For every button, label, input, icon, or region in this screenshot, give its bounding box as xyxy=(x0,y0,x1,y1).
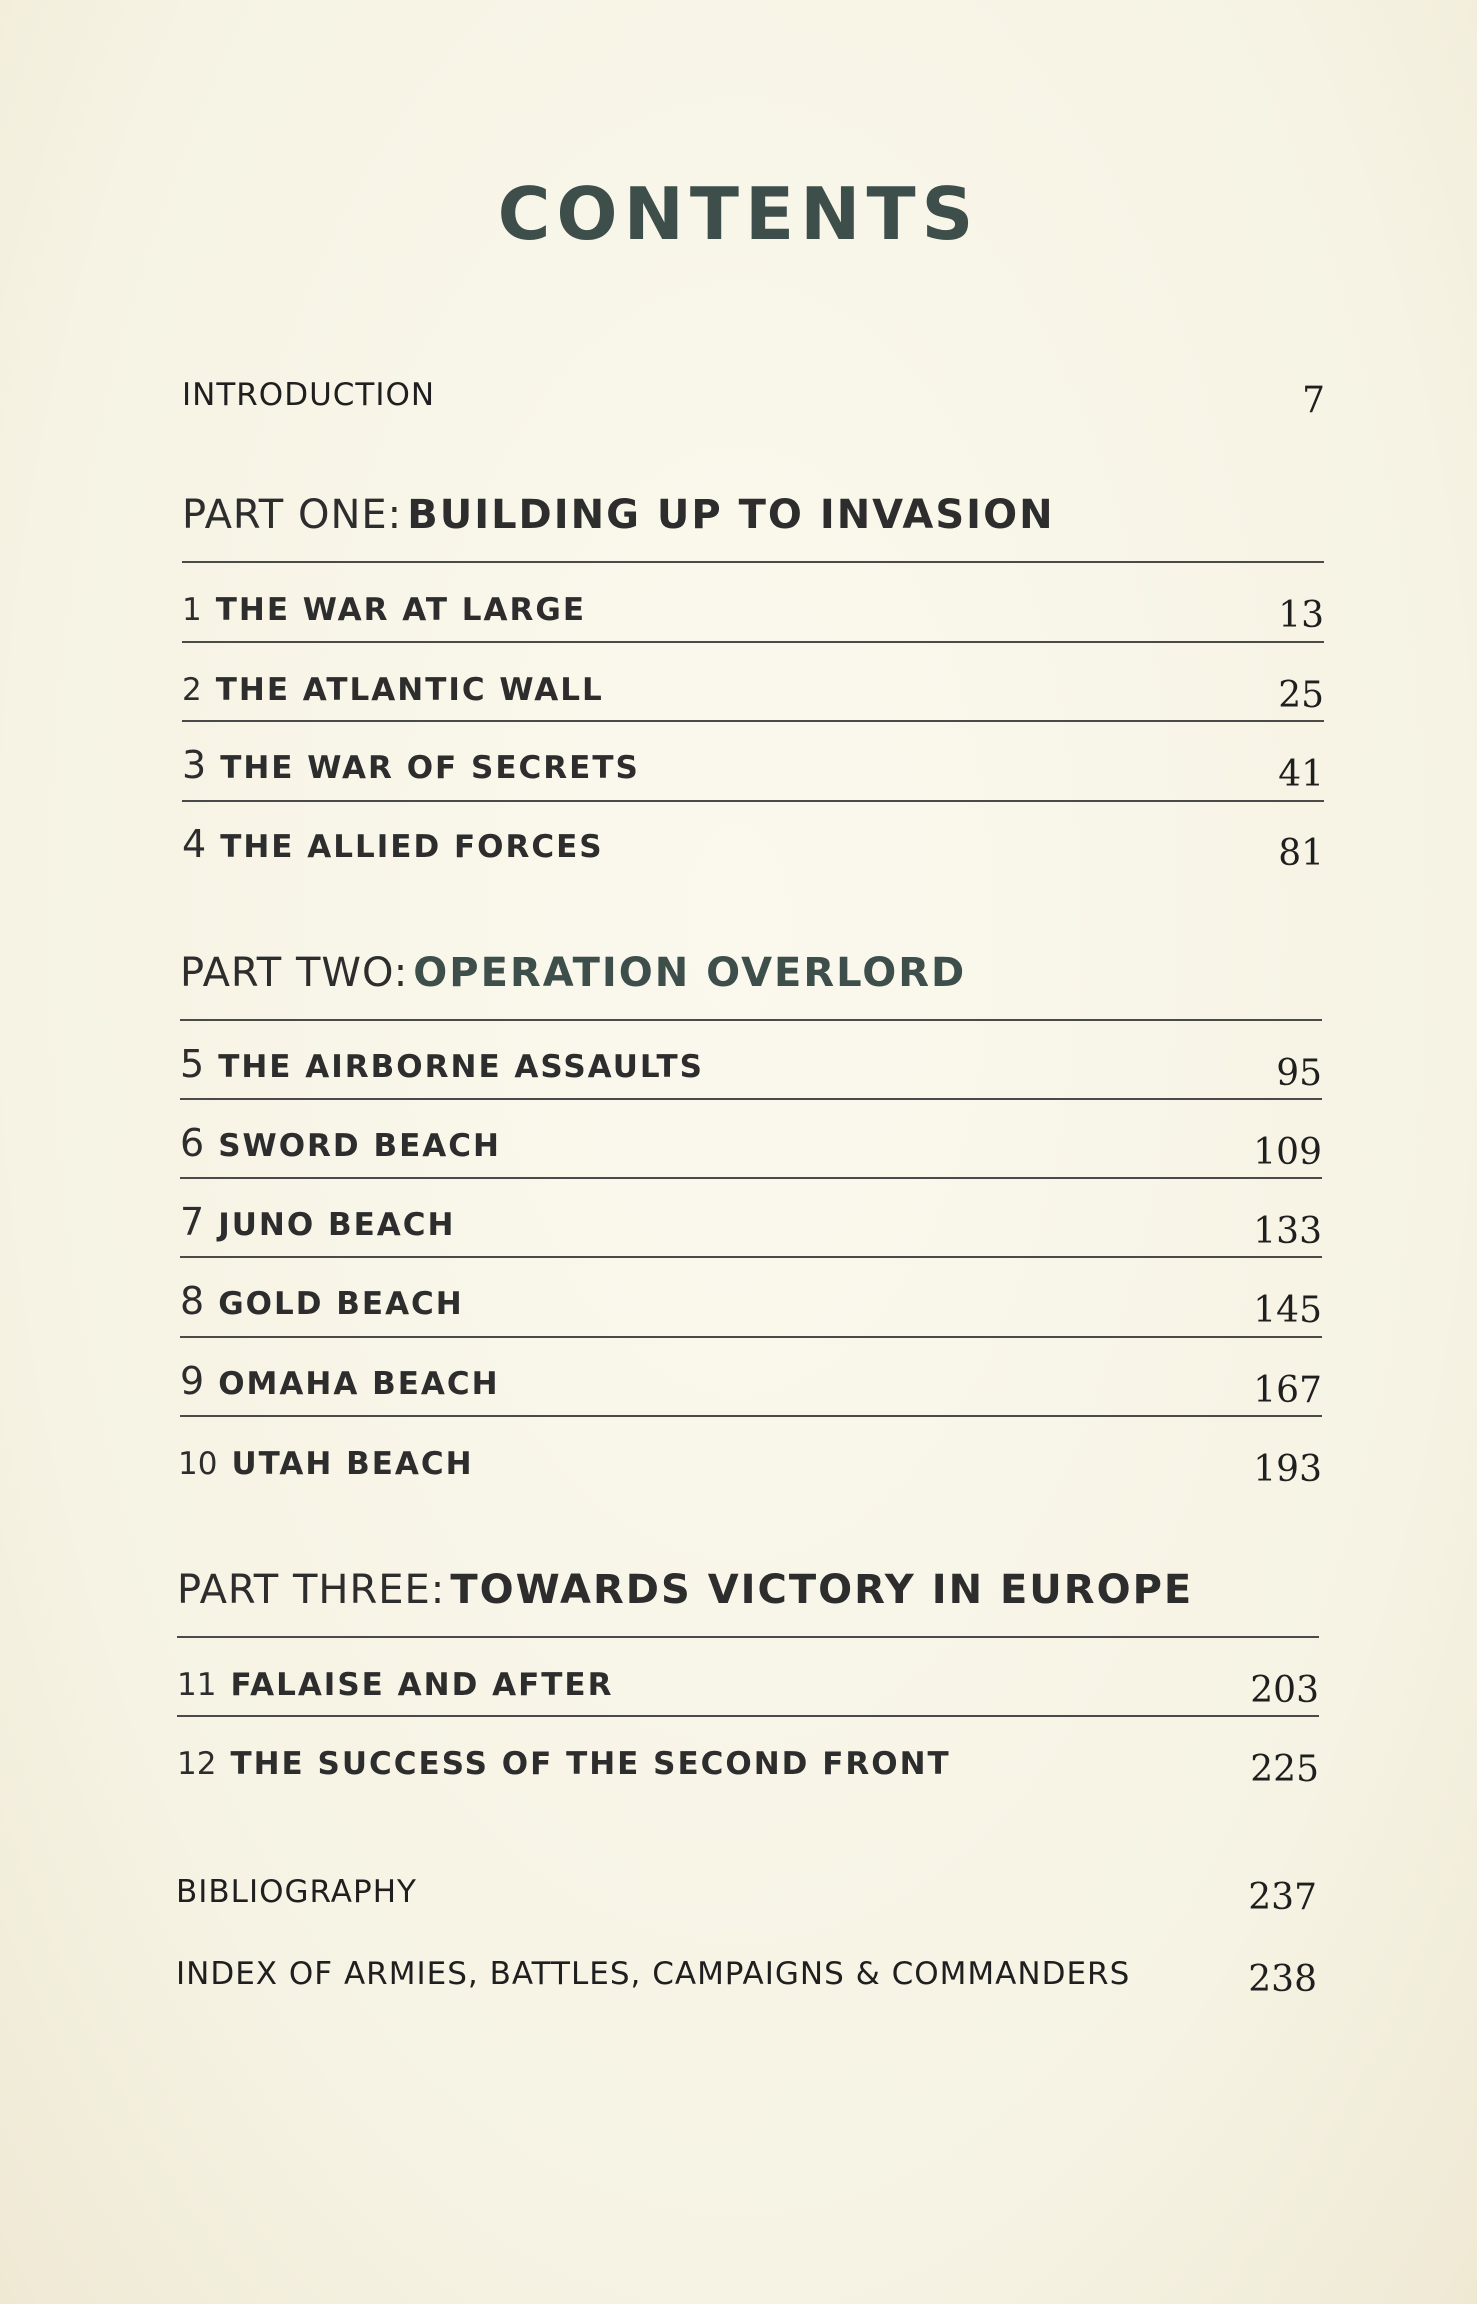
divider xyxy=(182,800,1324,802)
divider xyxy=(177,1715,1319,1717)
chapter-number: 2 xyxy=(182,672,202,708)
toc-entry[interactable] xyxy=(0,1028,1477,1098)
chapter-number: 12 xyxy=(177,1746,217,1782)
chapter-number: 3 xyxy=(182,743,207,787)
part-heading xyxy=(0,480,1477,550)
toc-entry[interactable] xyxy=(0,1724,1477,1794)
entry-page: 203 xyxy=(1250,1670,1319,1711)
toc-entry[interactable] xyxy=(0,650,1477,720)
chapter-number: 6 xyxy=(180,1121,205,1165)
entry-page: 225 xyxy=(1250,1749,1319,1790)
chapter-number: 5 xyxy=(180,1042,205,1086)
toc-entry-index[interactable] xyxy=(0,1934,1477,2004)
entry-page: 193 xyxy=(1253,1449,1322,1490)
chapter-number: 1 xyxy=(182,592,202,628)
divider xyxy=(180,1019,1322,1021)
part-title: OPERATION OVERLORD xyxy=(413,950,967,996)
chapter-title: OMAHA BEACH xyxy=(218,1366,500,1402)
page-title: CONTENTS xyxy=(497,172,980,256)
chapter-title: THE ATLANTIC WALL xyxy=(215,672,604,708)
divider xyxy=(182,561,1324,563)
chapter-number: 8 xyxy=(180,1279,205,1323)
part-prefix: PART ONE: xyxy=(182,492,403,538)
entry-page: 81 xyxy=(1278,833,1324,874)
entry-label: INDEX OF ARMIES, BATTLES, CAMPAIGNS & COMMANDERS xyxy=(176,1956,1131,1992)
divider xyxy=(182,641,1324,643)
part-prefix: PART THREE: xyxy=(177,1567,446,1613)
part-prefix: PART TWO: xyxy=(180,950,409,996)
toc-entry[interactable] xyxy=(0,1107,1477,1177)
divider xyxy=(182,720,1324,722)
entry-page: 41 xyxy=(1278,754,1324,795)
part-heading xyxy=(0,1555,1477,1625)
toc-entry-introduction[interactable] xyxy=(0,355,1477,425)
chapter-title: THE WAR OF SECRETS xyxy=(220,750,640,786)
divider xyxy=(180,1256,1322,1258)
toc-entry[interactable] xyxy=(0,1424,1477,1494)
toc-entry[interactable] xyxy=(0,1186,1477,1256)
toc-entry[interactable] xyxy=(0,729,1477,799)
entry-page: 7 xyxy=(1302,380,1325,421)
toc-entry[interactable] xyxy=(0,808,1477,878)
toc-entry[interactable] xyxy=(0,1265,1477,1335)
chapter-title: UTAH BEACH xyxy=(231,1446,474,1482)
entry-page: 238 xyxy=(1248,1959,1317,2000)
chapter-number: 10 xyxy=(178,1446,218,1482)
divider xyxy=(180,1336,1322,1338)
toc-entry[interactable] xyxy=(0,570,1477,640)
chapter-title: JUNO BEACH xyxy=(218,1207,456,1243)
entry-page: 133 xyxy=(1253,1211,1322,1252)
chapter-number: 11 xyxy=(177,1667,217,1703)
chapter-number: 9 xyxy=(180,1359,205,1403)
chapter-title: GOLD BEACH xyxy=(218,1286,464,1322)
toc-entry-bibliography[interactable] xyxy=(0,1852,1477,1922)
part-heading xyxy=(0,938,1477,1008)
divider xyxy=(180,1415,1322,1417)
entry-label: BIBLIOGRAPHY xyxy=(176,1874,417,1910)
entry-page: 167 xyxy=(1253,1370,1322,1411)
entry-page: 95 xyxy=(1276,1053,1322,1094)
chapter-title: FALAISE AND AFTER xyxy=(230,1667,614,1703)
chapter-number: 4 xyxy=(182,822,207,866)
toc-entry[interactable] xyxy=(0,1345,1477,1415)
entry-page: 25 xyxy=(1278,675,1324,716)
chapter-title: SWORD BEACH xyxy=(218,1128,501,1164)
entry-page: 237 xyxy=(1248,1877,1317,1918)
chapter-title: THE ALLIED FORCES xyxy=(220,829,604,865)
divider xyxy=(180,1098,1322,1100)
part-title: BUILDING UP TO INVASION xyxy=(407,492,1055,538)
chapter-number: 7 xyxy=(180,1200,205,1244)
part-title: TOWARDS VICTORY IN EUROPE xyxy=(450,1567,1194,1613)
divider xyxy=(180,1177,1322,1179)
entry-page: 145 xyxy=(1253,1290,1322,1331)
chapter-title: THE WAR AT LARGE xyxy=(215,592,587,628)
chapter-title: THE SUCCESS OF THE SECOND FRONT xyxy=(230,1746,951,1782)
toc-entry[interactable] xyxy=(0,1645,1477,1715)
divider xyxy=(177,1636,1319,1638)
entry-label: INTRODUCTION xyxy=(182,377,436,413)
entry-page: 109 xyxy=(1253,1132,1322,1173)
chapter-title: THE AIRBORNE ASSAULTS xyxy=(218,1049,704,1085)
entry-page: 13 xyxy=(1278,595,1324,636)
